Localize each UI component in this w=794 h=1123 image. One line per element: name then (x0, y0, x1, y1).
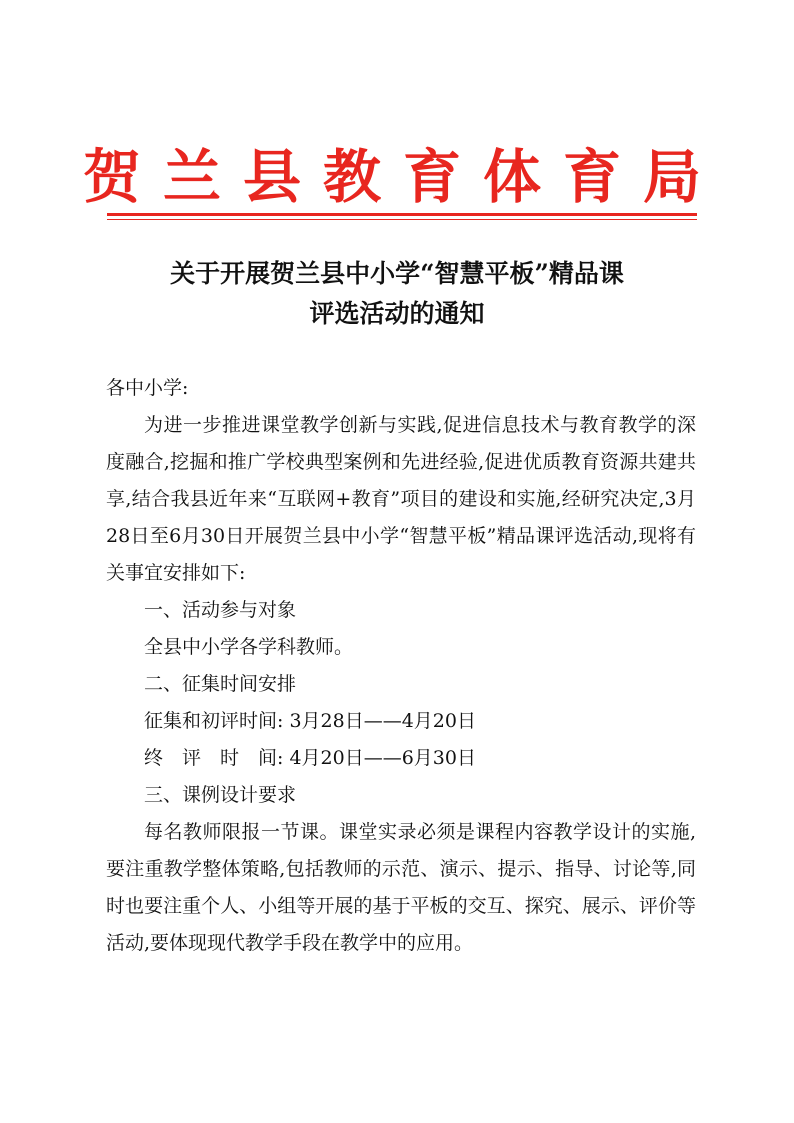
document-body (106, 370, 696, 962)
schedule-final-review-line: 终 评 时 间: 4月20日——6月30日 (144, 747, 476, 769)
participants-text: 全县中小学各学科教师。 (144, 636, 354, 658)
intro-paragraph: 为进一步推进课堂教学创新与实践,促进信息技术与教育教学的深度融合,挖掘和推广学校典型案例和先进经验,促进优质教育资源共建共享,结合我县近年来“互联网+教育”项目的建设和实施,经研究决定,3月28日至6月30日开展贺兰县中小学“智慧平板”精品课评选活动,现将有关事宜安排如下: (106, 414, 696, 584)
section-heading-requirements: 三、课例设计要求 (144, 784, 297, 806)
schedule-collection-line: 征集和初评时间: 3月28日——4月20日 (144, 710, 476, 732)
letterhead-org-name: 贺兰县教育体育局 (82, 143, 723, 211)
salutation: 各中小学: (106, 377, 189, 399)
document-title-line-1: 关于开展贺兰县中小学“智慧平板”精品课 (170, 259, 624, 288)
document-title (110, 254, 684, 334)
section-heading-participants: 一、活动参与对象 (144, 599, 297, 621)
document-title-line-2: 评选活动的通知 (309, 299, 485, 328)
section-heading-schedule: 二、征集时间安排 (144, 673, 297, 695)
letterhead-rule-thin (107, 219, 697, 220)
letterhead-rule-thick (107, 213, 697, 216)
requirements-paragraph: 每名教师限报一节课。课堂实录必须是课程内容教学设计的实施,要注重教学整体策略,包括教师的示范、演示、提示、指导、讨论等,同时也要注重个人、小组等开展的基于平板的交互、探究、展示、评价等活动,要体现现代教学手段在教学中的应用。 (106, 821, 696, 954)
